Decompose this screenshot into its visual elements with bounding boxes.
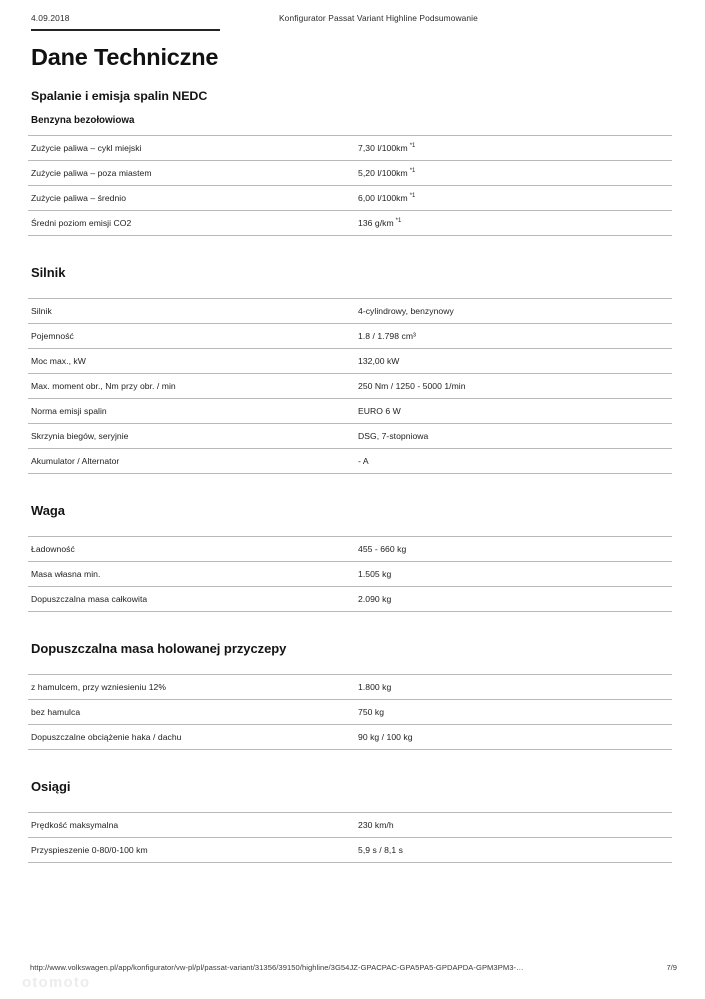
header-document-title: Konfigurator Passat Variant Highline Podsumowanie [279, 13, 478, 23]
table-row [28, 587, 672, 612]
spec-label: Norma emisji spalin [28, 399, 356, 424]
section-spacer [0, 612, 705, 641]
spec-value [356, 399, 672, 424]
spec-section-spalanie [0, 88, 705, 236]
spec-value-text: 132,00 kW [358, 356, 400, 366]
spec-value [356, 449, 672, 474]
table-row [28, 399, 672, 424]
table-row [28, 374, 672, 399]
spec-label: Zużycie paliwa – średnio [28, 186, 356, 211]
spec-value-text: DSG, 7-stopniowa [358, 431, 429, 441]
spec-value [356, 349, 672, 374]
table-row [28, 562, 672, 587]
footer-url[interactable]: http://www.volkswagen.pl/app/konfigurator/vw-pl/pl/passat-variant/31356/39150/highline/3G54JZ-GPACPAC-GPA5PA5-GPDAPDA-GPM3PM3-… [30, 963, 524, 972]
footnote-marker: *1 [395, 218, 402, 225]
spec-label: Zużycie paliwa – poza miastem [28, 161, 356, 186]
spec-value [356, 424, 672, 449]
spec-value [356, 186, 672, 211]
spec-value-text: EURO 6 W [358, 406, 401, 416]
spec-table-silnik [28, 298, 672, 474]
spec-value-text: 750 kg [358, 707, 385, 717]
spec-value [356, 374, 672, 399]
subtitle-spacer [0, 104, 705, 113]
spec-value-text: 4-cylindrowy, benzynowy [358, 306, 454, 316]
spec-value-text: 7,30 l/100km [358, 143, 408, 153]
table-row [28, 838, 672, 863]
spec-value-text: - A [358, 456, 369, 466]
table-spacer [0, 795, 705, 812]
section-title-silnik: Silnik [31, 265, 66, 280]
spec-value-text: 1.505 kg [358, 569, 392, 579]
spec-label: Max. moment obr., Nm przy obr. / min [28, 374, 356, 399]
table-row [28, 211, 672, 236]
document-header [0, 13, 705, 39]
spec-value [356, 587, 672, 612]
footer-page-number: 7/9 [666, 963, 677, 972]
table-row [28, 449, 672, 474]
spec-label: bez hamulca [28, 700, 356, 725]
table-row [28, 349, 672, 374]
section-spacer [0, 474, 705, 503]
table-row [28, 161, 672, 186]
spec-value [356, 813, 672, 838]
spec-label: Dopuszczalne obciążenie haka / dachu [28, 725, 356, 750]
spec-value-text: 6,00 l/100km [358, 193, 408, 203]
spec-value-text: 136 g/km [358, 218, 394, 228]
spec-label: Przyspieszenie 0-80/0-100 km [28, 838, 356, 863]
spec-value [356, 562, 672, 587]
header-date: 4.09.2018 [31, 13, 70, 23]
spec-label: Masa własna min. [28, 562, 356, 587]
spec-value [356, 136, 672, 161]
spec-section-przyczepa [0, 612, 705, 750]
spec-value-text: 1.8 / 1.798 cm³ [358, 331, 416, 341]
header-divider [31, 29, 220, 31]
table-row [28, 324, 672, 349]
spec-label: Skrzynia biegów, seryjnie [28, 424, 356, 449]
spec-section-osiagi [0, 750, 705, 863]
spec-value [356, 211, 672, 236]
spec-value [356, 725, 672, 750]
section-spacer [0, 750, 705, 779]
spec-value-text: 5,20 l/100km [358, 168, 408, 178]
spec-label: Akumulator / Alternator [28, 449, 356, 474]
spec-table-spalanie [28, 135, 672, 236]
watermark: otomoto [22, 974, 91, 991]
spec-label: Silnik [28, 299, 356, 324]
table-spacer [0, 657, 705, 674]
section-title-waga: Waga [31, 503, 65, 518]
section-title-przyczepa: Dopuszczalna masa holowanej przyczepy [31, 641, 287, 656]
table-spacer [0, 281, 705, 298]
footnote-marker: *1 [409, 143, 416, 150]
spec-value-text: 90 kg / 100 kg [358, 732, 413, 742]
footnote-marker: *1 [409, 193, 416, 200]
spec-label: Ładowność [28, 537, 356, 562]
spec-value [356, 161, 672, 186]
table-row [28, 299, 672, 324]
section-title-osiagi: Osiągi [31, 779, 71, 794]
spec-label: Zużycie paliwa – cykl miejski [28, 136, 356, 161]
spec-label: z hamulcem, przy wzniesieniu 12% [28, 675, 356, 700]
table-row [28, 537, 672, 562]
table-row [28, 186, 672, 211]
table-row [28, 136, 672, 161]
section-spacer [0, 236, 705, 265]
spec-label: Średni poziom emisji CO2 [28, 211, 356, 236]
spec-table-przyczepa [28, 674, 672, 750]
spec-table-waga [28, 536, 672, 612]
spec-value-text: 250 Nm / 1250 - 5000 1/min [358, 381, 466, 391]
spec-value-text: 5,9 s / 8,1 s [358, 845, 403, 855]
spec-value [356, 700, 672, 725]
spec-value-text: 230 km/h [358, 820, 394, 830]
spec-value [356, 324, 672, 349]
spec-value [356, 675, 672, 700]
table-row [28, 424, 672, 449]
table-row [28, 813, 672, 838]
spec-label: Pojemność [28, 324, 356, 349]
spec-value-text: 1.800 kg [358, 682, 392, 692]
table-row [28, 700, 672, 725]
table-row [28, 725, 672, 750]
spec-section-silnik [0, 236, 705, 474]
section-subtitle-spalanie: Benzyna bezołowiowa [31, 115, 135, 126]
footnote-marker: *1 [409, 168, 416, 175]
spec-section-waga [0, 474, 705, 612]
spec-sections [0, 88, 705, 863]
table-spacer [0, 519, 705, 536]
spec-value [356, 838, 672, 863]
document-footer [0, 963, 705, 977]
page-title: Dane Techniczne [31, 44, 219, 70]
table-row [28, 675, 672, 700]
spec-value [356, 299, 672, 324]
section-title-spalanie: Spalanie i emisja spalin NEDC [31, 89, 208, 103]
spec-value-text: 2.090 kg [358, 594, 392, 604]
spec-label: Moc max., kW [28, 349, 356, 374]
spec-table-osiagi [28, 812, 672, 863]
spec-label: Prędkość maksymalna [28, 813, 356, 838]
spec-value [356, 537, 672, 562]
spec-label: Dopuszczalna masa całkowita [28, 587, 356, 612]
spec-value-text: 455 - 660 kg [358, 544, 407, 554]
